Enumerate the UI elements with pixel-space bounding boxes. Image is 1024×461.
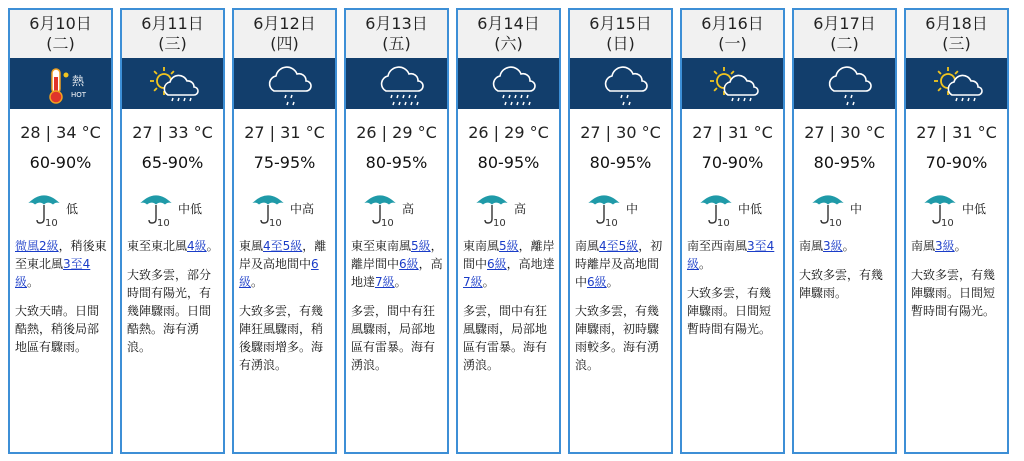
wind-force-link[interactable]: 3至4級 — [687, 239, 775, 271]
wind-force-link[interactable]: 3級 — [935, 239, 955, 253]
forecast-description — [234, 237, 335, 374]
relative-humidity: 70-90% — [701, 153, 764, 172]
day-card — [120, 8, 225, 454]
wind-text: ，高地達 — [506, 257, 555, 271]
date-label: 6月11日 — [141, 14, 204, 33]
weekday-label: (三) — [158, 34, 187, 53]
uv-level: 高 — [402, 202, 415, 216]
wind-force-link[interactable]: 6級 — [239, 257, 319, 289]
wind-text: 南至西南風 — [687, 239, 748, 253]
svg-text:熱: 熱 — [72, 74, 85, 88]
day-header — [346, 10, 447, 58]
weather-forecast: 大致多雲，部分時間有陽光，有幾陣驟雨。日間酷熱。海有湧浪。 — [127, 268, 212, 354]
weather-icon-band — [906, 58, 1007, 109]
uv-index-umbrella-icon — [360, 191, 400, 227]
weather-forecast: 大致多雲，有幾陣驟雨。日間短暫時間有陽光。 — [911, 268, 996, 318]
weather-forecast: 大致天晴。日間酷熱，稍後局部地區有驟雨。 — [15, 304, 100, 354]
day-header — [458, 10, 559, 58]
weather-icon-band — [122, 58, 223, 109]
svg-text:10: 10 — [381, 218, 394, 227]
wind-text: 。 — [699, 257, 712, 271]
weekday-label: (五) — [382, 34, 411, 53]
day-header — [570, 10, 671, 58]
day-header — [794, 10, 895, 58]
day-header — [10, 10, 111, 58]
wind-forecast — [911, 237, 1004, 255]
wind-text: 東風 — [239, 239, 264, 253]
forecast-description — [10, 237, 111, 356]
uv-level: 中 — [626, 202, 639, 216]
date-label: 6月10日 — [29, 14, 92, 33]
wind-text: 東南風 — [463, 239, 500, 253]
weather-forecast: 多雲，間中有狂風驟雨，局部地區有雷暴。海有湧浪。 — [351, 304, 436, 372]
wind-text: 南風 — [575, 239, 600, 253]
wind-force-link[interactable]: 3級 — [823, 239, 843, 253]
weather-icon-band — [682, 58, 783, 109]
relative-humidity: 80-95% — [477, 153, 540, 172]
weekday-label: (一) — [718, 34, 747, 53]
weather-forecast: 多雲，間中有狂風驟雨，局部地區有雷暴。海有湧浪。 — [463, 304, 548, 372]
temperature-range: 26 | 29 °C — [356, 123, 437, 142]
wind-force-link[interactable]: 7級 — [375, 275, 395, 289]
relative-humidity: 80-95% — [589, 153, 652, 172]
forecast-description — [458, 237, 559, 374]
svg-text:10: 10 — [493, 218, 506, 227]
uv-index-umbrella-icon — [808, 191, 848, 227]
uv-index-umbrella-icon — [920, 191, 960, 227]
uv-level: 高 — [514, 202, 527, 216]
uv-level: 低 — [66, 202, 79, 216]
wind-text: 。 — [842, 239, 855, 253]
uv-index — [458, 191, 559, 227]
date-label: 6月15日 — [589, 14, 652, 33]
wind-text: 。 — [954, 239, 967, 253]
weather-icon-band — [10, 58, 111, 109]
day-card — [568, 8, 673, 454]
wind-forecast — [799, 237, 892, 255]
wind-text: 。 — [394, 275, 407, 289]
wind-force-link[interactable]: 4級 — [187, 239, 207, 253]
uv-index — [570, 191, 671, 227]
relative-humidity: 75-95% — [253, 153, 316, 172]
forecast-description — [682, 237, 783, 338]
temperature-range: 27 | 31 °C — [244, 123, 325, 142]
sunny-periods-with-showers-icon — [146, 61, 202, 107]
uv-index — [122, 191, 223, 227]
temperature-range: 27 | 33 °C — [132, 123, 213, 142]
forecast-description — [122, 237, 223, 356]
showers-icon — [594, 61, 650, 107]
uv-index — [10, 191, 111, 227]
weather-forecast: 大致多雲，有幾陣驟雨，初時驟雨較多。海有湧浪。 — [575, 304, 660, 372]
wind-force-link[interactable]: 7級 — [463, 275, 483, 289]
date-label: 6月13日 — [365, 14, 428, 33]
day-card — [456, 8, 561, 454]
wind-text: ，高地達 — [351, 257, 443, 289]
wind-force-link[interactable]: 4至5級 — [263, 239, 303, 253]
day-header — [906, 10, 1007, 58]
weather-icon-band — [794, 58, 895, 109]
weather-icon-band — [458, 58, 559, 109]
sunny-periods-with-showers-icon — [930, 61, 986, 107]
weekday-label: (日) — [606, 34, 635, 53]
wind-force-link[interactable]: 4至5級 — [599, 239, 639, 253]
uv-index — [794, 191, 895, 227]
wind-text: 南風 — [911, 239, 936, 253]
wind-forecast — [351, 237, 444, 291]
temperature-range: 27 | 30 °C — [804, 123, 885, 142]
uv-index — [346, 191, 447, 227]
temperature-range: 28 | 34 °C — [20, 123, 101, 142]
svg-text:10: 10 — [941, 218, 954, 227]
day-header — [122, 10, 223, 58]
wind-force-link[interactable]: 6級 — [487, 257, 507, 271]
uv-level: 中低 — [178, 202, 203, 216]
heavy-rain-icon — [370, 61, 426, 107]
weekday-label: (六) — [494, 34, 523, 53]
uv-index-umbrella-icon — [696, 191, 736, 227]
day-card — [344, 8, 449, 454]
weekday-label: (四) — [270, 34, 299, 53]
svg-text:10: 10 — [717, 218, 730, 227]
date-label: 6月14日 — [477, 14, 540, 33]
wind-force-link[interactable]: 微風2級 — [15, 239, 59, 253]
sunny-periods-with-showers-icon — [706, 61, 762, 107]
forecast-description — [794, 237, 895, 302]
svg-text:10: 10 — [157, 218, 170, 227]
uv-index — [682, 191, 783, 227]
uv-level: 中低 — [962, 202, 987, 216]
temperature-range: 27 | 30 °C — [580, 123, 661, 142]
very-hot-icon — [34, 61, 90, 107]
day-card — [904, 8, 1009, 454]
weather-forecast: 大致多雲，有幾陣驟雨。日間短暫時間有陽光。 — [687, 286, 772, 336]
uv-index-umbrella-icon — [24, 191, 64, 227]
wind-text: ，稍後東至東北風 — [15, 239, 107, 271]
svg-text:10: 10 — [269, 218, 282, 227]
weather-forecast: 大致多雲，有幾陣驟雨。 — [799, 268, 884, 300]
uv-index-umbrella-icon — [136, 191, 176, 227]
weather-icon-band — [346, 58, 447, 109]
uv-level: 中低 — [738, 202, 763, 216]
wind-forecast — [687, 237, 780, 273]
wind-forecast — [239, 237, 332, 291]
wind-force-link[interactable]: 6級 — [399, 257, 419, 271]
weather-icon-band — [234, 58, 335, 109]
weather-icon-band — [570, 58, 671, 109]
wind-text: 南風 — [799, 239, 824, 253]
weather-forecast: 大致多雲，有幾陣狂風驟雨，稍後驟雨增多。海有湧浪。 — [239, 304, 324, 372]
wind-text: 。 — [27, 275, 40, 289]
relative-humidity: 60-90% — [29, 153, 92, 172]
uv-index-umbrella-icon — [472, 191, 512, 227]
wind-text: 。 — [606, 275, 619, 289]
date-label: 6月18日 — [925, 14, 988, 33]
wind-text: 東至東北風 — [127, 239, 188, 253]
forecast-description — [906, 237, 1007, 320]
temperature-range: 27 | 31 °C — [692, 123, 773, 142]
wind-forecast — [463, 237, 556, 291]
relative-humidity: 65-90% — [141, 153, 204, 172]
temperature-range: 26 | 29 °C — [468, 123, 549, 142]
svg-text:10: 10 — [605, 218, 618, 227]
uv-level: 中高 — [290, 202, 315, 216]
date-label: 6月12日 — [253, 14, 316, 33]
day-card — [792, 8, 897, 454]
day-card — [8, 8, 113, 454]
wind-text: 。 — [206, 239, 219, 253]
date-label: 6月17日 — [813, 14, 876, 33]
wind-text: 東至東南風 — [351, 239, 412, 253]
relative-humidity: 80-95% — [813, 153, 876, 172]
wind-force-link[interactable]: 5級 — [411, 239, 431, 253]
wind-text: ，離岸及高地間中 — [239, 239, 327, 271]
uv-index — [234, 191, 335, 227]
uv-index-umbrella-icon — [248, 191, 288, 227]
temperature-range: 27 | 31 °C — [916, 123, 997, 142]
relative-humidity: 70-90% — [925, 153, 988, 172]
wind-forecast — [575, 237, 668, 291]
forecast-description — [570, 237, 671, 374]
weekday-label: (二) — [46, 34, 75, 53]
date-label: 6月16日 — [701, 14, 764, 33]
wind-forecast — [127, 237, 220, 255]
wind-force-link[interactable]: 6級 — [587, 275, 607, 289]
svg-text:10: 10 — [45, 218, 58, 227]
weekday-label: (二) — [830, 34, 859, 53]
wind-text: ，初時離岸及高地間中 — [575, 239, 663, 289]
wind-force-link[interactable]: 5級 — [499, 239, 519, 253]
wind-text: ，離岸間中 — [463, 239, 555, 271]
uv-index-umbrella-icon — [584, 191, 624, 227]
day-card — [680, 8, 785, 454]
weekday-label: (三) — [942, 34, 971, 53]
heavy-rain-icon — [482, 61, 538, 107]
uv-index — [906, 191, 1007, 227]
relative-humidity: 80-95% — [365, 153, 428, 172]
wind-text: ，離岸間中 — [351, 239, 443, 271]
showers-icon — [258, 61, 314, 107]
uv-level: 中 — [850, 202, 863, 216]
svg-text:10: 10 — [829, 218, 842, 227]
wind-force-link[interactable]: 3至4級 — [15, 257, 91, 289]
svg-text:HOT: HOT — [71, 91, 87, 99]
forecast-description — [346, 237, 447, 374]
showers-icon — [818, 61, 874, 107]
day-header — [234, 10, 335, 58]
wind-text: 。 — [482, 275, 495, 289]
wind-forecast — [15, 237, 108, 291]
day-card — [232, 8, 337, 454]
day-header — [682, 10, 783, 58]
wind-text: 。 — [251, 275, 264, 289]
